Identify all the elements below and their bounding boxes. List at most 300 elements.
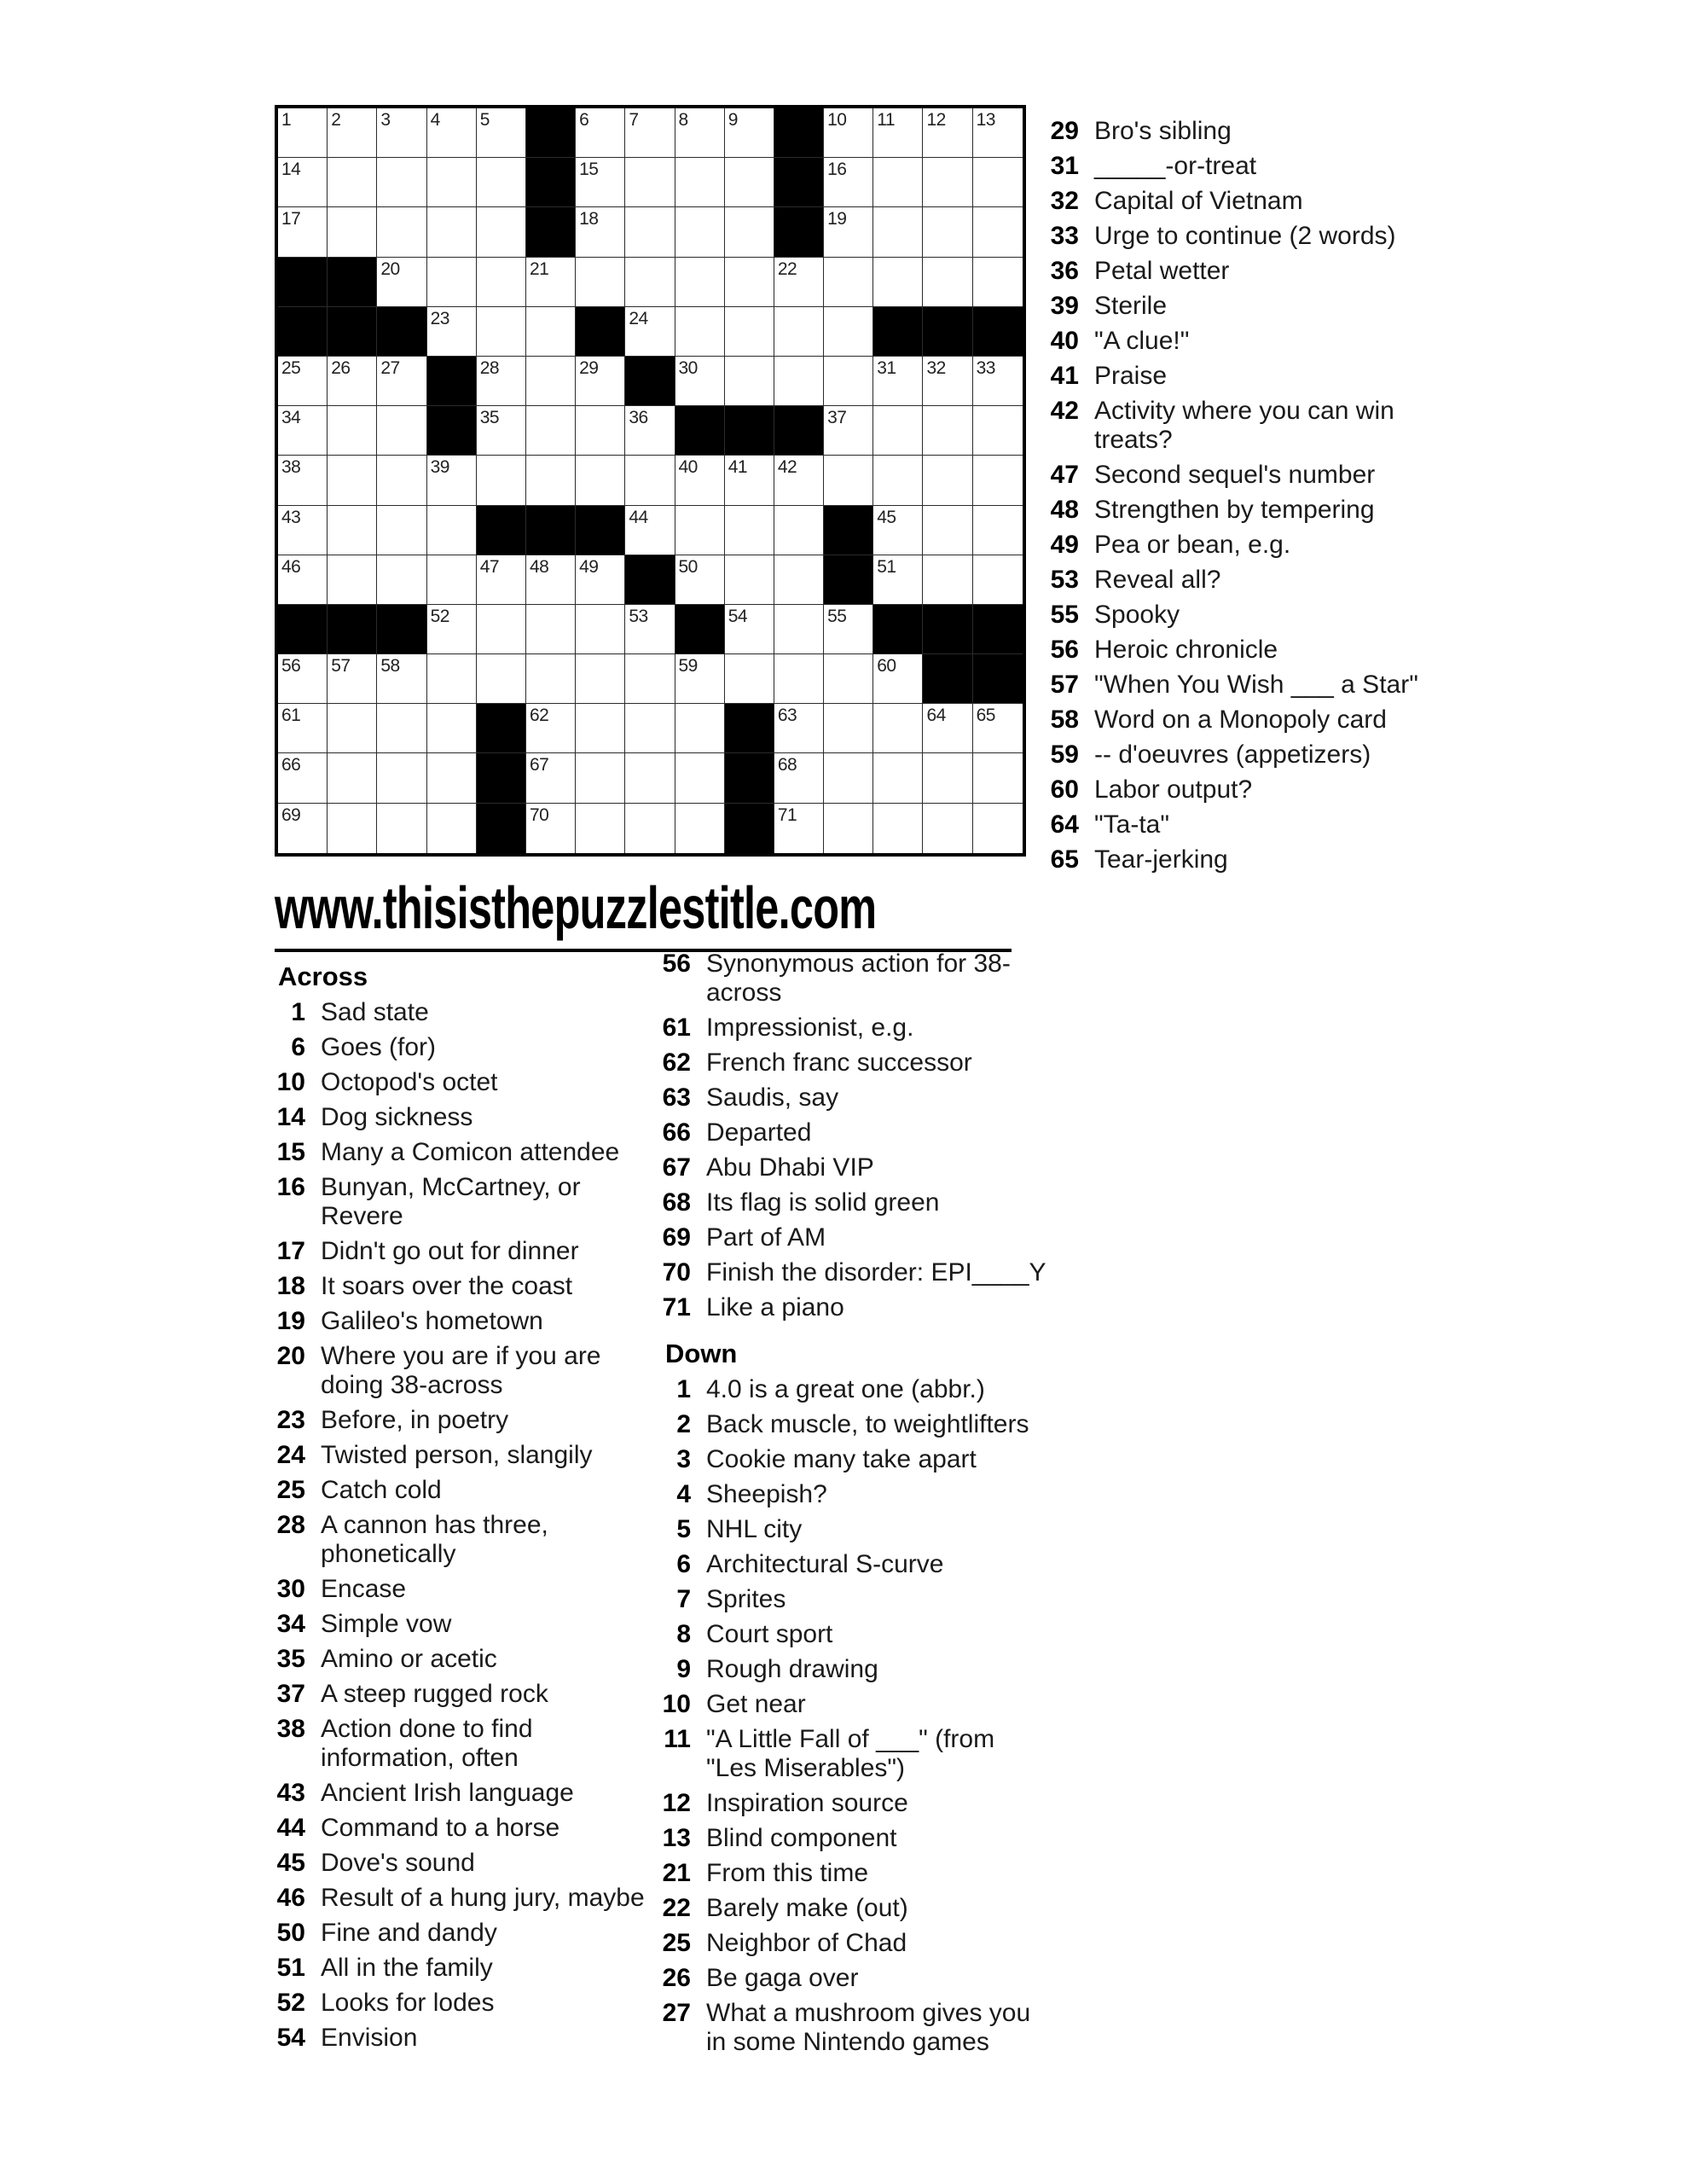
grid-cell[interactable] [675, 207, 725, 257]
grid-cell[interactable] [576, 654, 625, 704]
grid-cell[interactable] [526, 307, 576, 357]
grid-cell[interactable] [328, 555, 377, 605]
grid-cell[interactable] [625, 605, 675, 654]
clue-text: Court sport [706, 1620, 833, 1648]
clue-down-27 [658, 1999, 1047, 2057]
clue-text: -- d'oeuvres (appetizers) [1094, 741, 1371, 769]
grid-cell[interactable] [675, 307, 725, 357]
grid-cell[interactable] [526, 804, 576, 853]
grid-cell[interactable] [824, 158, 873, 207]
grid-cell[interactable] [873, 804, 923, 853]
cell-number: 5 [479, 110, 490, 130]
clue-text: "When You Wish ___ a Star" [1094, 671, 1418, 699]
cell-number: 55 [827, 606, 847, 626]
grid-cell[interactable] [278, 555, 328, 605]
grid-cell[interactable] [377, 506, 426, 555]
grid-cell[interactable] [725, 605, 774, 654]
grid-cell[interactable] [923, 804, 972, 853]
clue-number: 70 [662, 1258, 691, 1287]
clue-number: 55 [1050, 601, 1079, 629]
grid-cell[interactable] [774, 654, 824, 704]
grid-cell[interactable] [576, 555, 625, 605]
grid-cell[interactable] [377, 654, 426, 704]
grid-cell[interactable] [278, 753, 328, 803]
clue-across-17 [273, 1237, 652, 1266]
clue-text: Inspiration source [706, 1789, 908, 1817]
grid-cell[interactable] [774, 753, 824, 803]
clue-down-53 [1028, 566, 1440, 595]
clue-number: 28 [276, 1511, 305, 1539]
grid-cell[interactable] [824, 654, 873, 704]
grid-cell[interactable] [427, 704, 477, 753]
grid-cell[interactable] [427, 207, 477, 257]
grid-cell[interactable] [477, 406, 526, 456]
grid-cell[interactable] [477, 258, 526, 307]
grid-cell[interactable] [675, 357, 725, 406]
grid-cell[interactable] [824, 704, 873, 753]
clue-down-8 [658, 1620, 1047, 1649]
grid-cell[interactable] [725, 506, 774, 555]
grid-cell[interactable] [774, 555, 824, 605]
grid-cell[interactable] [576, 158, 625, 207]
grid-cell[interactable] [526, 357, 576, 406]
grid-cell[interactable] [625, 506, 675, 555]
grid-cell[interactable] [675, 108, 725, 158]
black-cell [477, 506, 526, 555]
grid-cell[interactable] [625, 704, 675, 753]
grid-cell[interactable] [625, 456, 675, 505]
grid-cell[interactable] [923, 555, 972, 605]
clue-text: Get near [706, 1690, 806, 1718]
clue-down-7 [658, 1585, 1047, 1614]
grid-cell[interactable] [377, 704, 426, 753]
clue-text: Blind component [706, 1824, 897, 1852]
grid-cell[interactable] [427, 654, 477, 704]
clue-down-40 [1028, 327, 1440, 356]
grid-cell[interactable] [576, 357, 625, 406]
black-cell [725, 753, 774, 803]
grid-cell[interactable] [725, 108, 774, 158]
clue-number: 29 [1050, 117, 1079, 145]
clue-text: Fine and dandy [321, 1919, 497, 1947]
grid-cell[interactable] [725, 456, 774, 505]
clue-number: 51 [276, 1954, 305, 1982]
grid-cell[interactable] [725, 307, 774, 357]
grid-cell[interactable] [873, 506, 923, 555]
grid-cell[interactable] [725, 158, 774, 207]
clue-number: 8 [676, 1620, 691, 1648]
grid-cell[interactable] [774, 258, 824, 307]
cell-number: 35 [479, 408, 500, 428]
grid-cell[interactable] [675, 753, 725, 803]
grid-cell[interactable] [576, 108, 625, 158]
grid-cell[interactable] [526, 258, 576, 307]
grid-cell[interactable] [824, 207, 873, 257]
clue-number: 32 [1050, 187, 1079, 215]
grid-cell[interactable] [576, 207, 625, 257]
across-clue-list-1 [273, 998, 652, 2053]
grid-cell[interactable] [625, 108, 675, 158]
clue-down-29 [1028, 117, 1440, 146]
cell-number: 39 [430, 457, 449, 478]
grid-cell[interactable] [576, 456, 625, 505]
grid-cell[interactable] [625, 307, 675, 357]
grid-cell[interactable] [923, 753, 972, 803]
grid-cell[interactable] [973, 357, 1023, 406]
clue-across-24 [273, 1441, 652, 1470]
grid-cell[interactable] [725, 555, 774, 605]
cell-number: 45 [877, 507, 896, 527]
grid-cell[interactable] [923, 258, 972, 307]
cell-number: 33 [976, 357, 995, 378]
grid-cell[interactable] [526, 753, 576, 803]
black-cell [824, 506, 873, 555]
clue-down-31 [1028, 152, 1440, 181]
grid-cell[interactable] [973, 258, 1023, 307]
cell-number: 52 [430, 606, 449, 626]
grid-cell[interactable] [873, 555, 923, 605]
grid-cell[interactable] [774, 456, 824, 505]
grid-cell[interactable] [774, 804, 824, 853]
grid-cell[interactable] [774, 506, 824, 555]
grid-cell[interactable] [824, 258, 873, 307]
clue-text: NHL city [706, 1515, 803, 1543]
clue-down-59 [1028, 741, 1440, 770]
cell-number: 6 [579, 110, 589, 130]
grid-cell[interactable] [973, 804, 1023, 853]
clue-text: Sterile [1094, 292, 1168, 320]
clue-number: 6 [676, 1550, 691, 1578]
clue-number: 69 [662, 1223, 691, 1252]
black-cell [377, 605, 426, 654]
grid-cell[interactable] [328, 456, 377, 505]
clue-text: Petal wetter [1094, 257, 1230, 285]
cell-number: 2 [331, 110, 341, 130]
clue-down-55 [1028, 601, 1440, 630]
grid-cell[interactable] [973, 555, 1023, 605]
clue-number: 40 [1050, 327, 1079, 355]
grid-cell[interactable] [973, 753, 1023, 803]
grid-cell[interactable] [278, 406, 328, 456]
clue-text: A steep rugged rock [321, 1680, 548, 1708]
grid-cell[interactable] [873, 704, 923, 753]
clue-down-39 [1028, 292, 1440, 321]
middle-clues-column [658, 950, 1047, 2063]
grid-cell[interactable] [477, 207, 526, 257]
clue-text: Many a Comicon attendee [321, 1138, 620, 1166]
grid-cell[interactable] [824, 753, 873, 803]
grid-cell[interactable] [377, 258, 426, 307]
grid-cell[interactable] [873, 258, 923, 307]
grid-cell[interactable] [675, 654, 725, 704]
grid-cell[interactable] [675, 704, 725, 753]
grid-cell[interactable] [328, 357, 377, 406]
grid-cell[interactable] [427, 804, 477, 853]
black-cell [576, 506, 625, 555]
grid-cell[interactable] [377, 406, 426, 456]
grid-cell[interactable] [278, 704, 328, 753]
grid-cell[interactable] [477, 158, 526, 207]
cell-number: 16 [827, 160, 847, 180]
clue-text: Synonymous action for 38-across [706, 950, 1011, 1007]
grid-cell[interactable] [625, 654, 675, 704]
clue-across-66 [658, 1118, 1047, 1147]
grid-cell[interactable] [278, 506, 328, 555]
grid-cell[interactable] [477, 108, 526, 158]
cell-number: 13 [976, 110, 995, 130]
grid-cell[interactable] [526, 406, 576, 456]
grid-cell[interactable] [973, 406, 1023, 456]
grid-cell[interactable] [427, 307, 477, 357]
clue-text: Amino or acetic [321, 1645, 497, 1673]
grid-cell[interactable] [427, 555, 477, 605]
clue-number: 33 [1050, 222, 1079, 250]
grid-cell[interactable] [427, 605, 477, 654]
grid-cell[interactable] [477, 654, 526, 704]
grid-cell[interactable] [824, 357, 873, 406]
cell-number: 47 [479, 556, 500, 577]
grid-cell[interactable] [873, 456, 923, 505]
grid-cell[interactable] [427, 108, 477, 158]
clue-across-10 [273, 1068, 652, 1097]
grid-cell[interactable] [625, 753, 675, 803]
grid-cell[interactable] [873, 158, 923, 207]
grid-cell[interactable] [377, 207, 426, 257]
grid-cell[interactable] [477, 307, 526, 357]
grid-cell[interactable] [328, 654, 377, 704]
cell-number: 54 [728, 606, 748, 626]
grid-cell[interactable] [328, 704, 377, 753]
grid-cell[interactable] [973, 506, 1023, 555]
cell-number: 14 [281, 160, 301, 180]
cell-number: 40 [678, 457, 698, 478]
grid-cell[interactable] [328, 804, 377, 853]
grid-cell[interactable] [923, 207, 972, 257]
grid-cell[interactable] [923, 506, 972, 555]
grid-cell[interactable] [477, 456, 526, 505]
cell-number: 28 [479, 357, 500, 378]
cell-number: 37 [827, 408, 847, 428]
grid-cell[interactable] [278, 207, 328, 257]
black-cell [477, 704, 526, 753]
grid-cell[interactable] [377, 158, 426, 207]
clue-number: 30 [276, 1575, 305, 1603]
grid-cell[interactable] [824, 456, 873, 505]
cell-number: 10 [827, 110, 847, 130]
clue-text: Encase [321, 1575, 407, 1603]
grid-cell[interactable] [377, 555, 426, 605]
black-cell [328, 605, 377, 654]
grid-cell[interactable] [873, 406, 923, 456]
grid-cell[interactable] [526, 555, 576, 605]
clue-text: Word on a Monopoly card [1094, 706, 1387, 734]
grid-cell[interactable] [725, 654, 774, 704]
grid-cell[interactable] [675, 506, 725, 555]
clue-across-69 [658, 1223, 1047, 1252]
grid-cell[interactable] [774, 307, 824, 357]
clue-down-48 [1028, 496, 1440, 525]
grid-cell[interactable] [278, 357, 328, 406]
grid-cell[interactable] [973, 704, 1023, 753]
grid-cell[interactable] [625, 158, 675, 207]
clue-text: Pea or bean, e.g. [1094, 531, 1291, 559]
grid-cell[interactable] [377, 108, 426, 158]
grid-cell[interactable] [923, 357, 972, 406]
cell-number: 8 [678, 110, 688, 130]
grid-cell[interactable] [377, 804, 426, 853]
clue-text: From this time [706, 1859, 869, 1887]
grid-cell[interactable] [427, 506, 477, 555]
grid-cell[interactable] [377, 753, 426, 803]
grid-cell[interactable] [824, 406, 873, 456]
grid-cell[interactable] [675, 804, 725, 853]
grid-cell[interactable] [477, 357, 526, 406]
clue-number: 67 [662, 1153, 691, 1182]
cell-number: 38 [281, 457, 301, 478]
grid-cell[interactable] [477, 555, 526, 605]
grid-cell[interactable] [923, 406, 972, 456]
grid-cell[interactable] [923, 704, 972, 753]
grid-cell[interactable] [725, 258, 774, 307]
clue-text: 4.0 is a great one (abbr.) [706, 1375, 985, 1403]
grid-cell[interactable] [973, 158, 1023, 207]
grid-cell[interactable] [973, 456, 1023, 505]
clue-down-49 [1028, 531, 1440, 560]
grid-cell[interactable] [675, 258, 725, 307]
grid-cell[interactable] [427, 258, 477, 307]
clue-number: 56 [662, 950, 691, 978]
clue-across-18 [273, 1272, 652, 1301]
grid-cell[interactable] [278, 804, 328, 853]
grid-cell[interactable] [526, 456, 576, 505]
cell-number: 11 [877, 110, 896, 130]
grid-cell[interactable] [675, 555, 725, 605]
clue-text: Galileo's hometown [321, 1307, 543, 1335]
grid-cell[interactable] [973, 207, 1023, 257]
clue-across-71 [658, 1293, 1047, 1322]
grid-cell[interactable] [576, 406, 625, 456]
clue-number: 66 [662, 1118, 691, 1147]
grid-cell[interactable] [873, 654, 923, 704]
grid-cell[interactable] [576, 804, 625, 853]
grid-cell[interactable] [625, 406, 675, 456]
grid-cell[interactable] [526, 704, 576, 753]
grid-cell[interactable] [427, 456, 477, 505]
grid-cell[interactable] [824, 307, 873, 357]
grid-cell[interactable] [824, 605, 873, 654]
clue-text: Activity where you can win treats? [1094, 397, 1394, 454]
black-cell [923, 605, 972, 654]
grid-cell[interactable] [526, 654, 576, 704]
clue-across-63 [658, 1083, 1047, 1112]
clue-text: Architectural S-curve [706, 1550, 944, 1578]
grid-cell[interactable] [625, 258, 675, 307]
grid-cell[interactable] [328, 108, 377, 158]
clue-across-56 [658, 950, 1047, 1008]
grid-cell[interactable] [328, 406, 377, 456]
black-cell [973, 605, 1023, 654]
grid-cell[interactable] [725, 357, 774, 406]
grid-cell[interactable] [576, 605, 625, 654]
grid-cell[interactable] [973, 108, 1023, 158]
grid-cell[interactable] [278, 108, 328, 158]
grid-cell[interactable] [328, 158, 377, 207]
grid-cell[interactable] [576, 258, 625, 307]
grid-cell[interactable] [873, 207, 923, 257]
grid-cell[interactable] [477, 605, 526, 654]
grid-cell[interactable] [923, 158, 972, 207]
clue-across-6 [273, 1033, 652, 1062]
grid-cell[interactable] [774, 357, 824, 406]
grid-cell[interactable] [427, 158, 477, 207]
clue-text: Action done to find information, often [321, 1715, 533, 1772]
clue-number: 10 [662, 1690, 691, 1718]
clue-across-34 [273, 1610, 652, 1639]
clue-number: 12 [662, 1789, 691, 1817]
grid-cell[interactable] [675, 456, 725, 505]
grid-cell[interactable] [774, 704, 824, 753]
grid-cell[interactable] [873, 108, 923, 158]
grid-cell[interactable] [625, 207, 675, 257]
grid-cell[interactable] [625, 804, 675, 853]
grid-cell[interactable] [427, 753, 477, 803]
grid-cell[interactable] [377, 357, 426, 406]
black-cell [873, 605, 923, 654]
clue-text: Spooky [1094, 601, 1180, 629]
grid-cell[interactable] [278, 456, 328, 505]
black-cell [923, 307, 972, 357]
grid-cell[interactable] [278, 158, 328, 207]
grid-cell[interactable] [576, 753, 625, 803]
grid-cell[interactable] [675, 158, 725, 207]
grid-cell[interactable] [873, 357, 923, 406]
cell-number: 29 [579, 357, 599, 378]
grid-cell[interactable] [278, 654, 328, 704]
clue-text: A cannon has three, phonetically [321, 1511, 548, 1568]
clue-down-2 [658, 1410, 1047, 1439]
cell-number: 60 [877, 656, 896, 677]
clue-number: 63 [662, 1083, 691, 1112]
grid-cell[interactable] [725, 207, 774, 257]
clue-text: Part of AM [706, 1223, 826, 1252]
grid-cell[interactable] [328, 207, 377, 257]
clue-text: Second sequel's number [1094, 461, 1376, 489]
clue-text: Departed [706, 1118, 812, 1147]
black-cell [873, 307, 923, 357]
grid-cell[interactable] [526, 605, 576, 654]
down-clues-column [1028, 117, 1440, 880]
cell-number: 62 [529, 706, 549, 726]
clue-number: 9 [676, 1655, 691, 1683]
grid-cell[interactable] [923, 108, 972, 158]
grid-cell[interactable] [774, 605, 824, 654]
clue-number: 4 [676, 1480, 691, 1508]
grid-cell[interactable] [328, 753, 377, 803]
grid-cell[interactable] [923, 456, 972, 505]
grid-cell[interactable] [824, 108, 873, 158]
grid-cell[interactable] [328, 506, 377, 555]
down-clue-list-1 [658, 1375, 1047, 2057]
grid-cell[interactable] [873, 753, 923, 803]
grid-cell[interactable] [824, 804, 873, 853]
clue-across-45 [273, 1849, 652, 1878]
grid-cell[interactable] [576, 704, 625, 753]
black-cell [774, 207, 824, 257]
grid-cell[interactable] [377, 456, 426, 505]
clue-number: 56 [1050, 636, 1079, 664]
clue-number: 53 [1050, 566, 1079, 594]
clue-down-64 [1028, 810, 1440, 839]
